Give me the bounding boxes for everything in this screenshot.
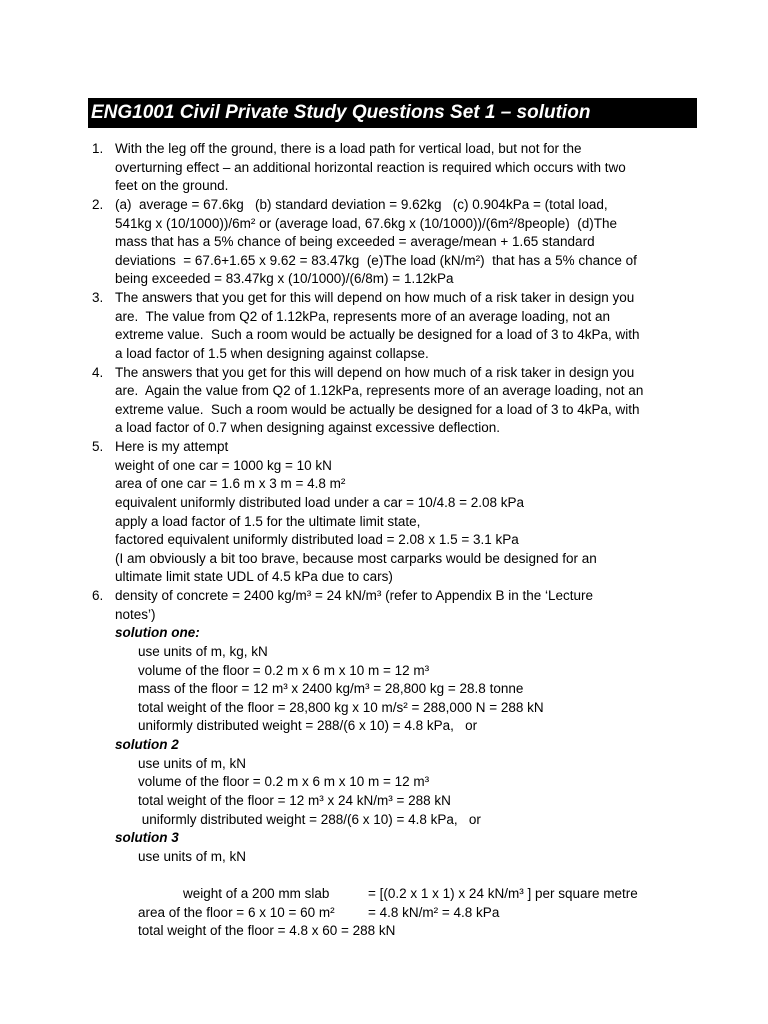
solution-line: use units of m, kN — [138, 848, 247, 864]
answer-line: are. The value from Q2 of 1.12kPa, represents more of an average loading, not an — [115, 308, 611, 324]
solution-heading: solution one: — [115, 625, 200, 641]
solution-block-2 — [115, 736, 712, 829]
answer-line: The answers that you get for this will depend on how much of a risk taker in design you — [115, 290, 635, 305]
answer-line: ultimate limit state UDL of 4.5 kPa due to cars) — [115, 569, 393, 585]
answer-body — [115, 364, 712, 439]
answer-line: Here is my attempt — [115, 439, 229, 454]
item-number: 5. — [92, 439, 104, 454]
answer-body — [115, 140, 712, 196]
title-bar — [88, 98, 697, 128]
solution-line: volume of the floor = 0.2 m x 6 m x 10 m = 12 m³ — [138, 662, 430, 678]
answer-line: are. Again the value from Q2 of 1.12kPa, represents more of an average loading, not an — [115, 383, 644, 399]
solution-block-1 — [115, 624, 712, 736]
answer-line: weight of one car = 1000 kg = 10 kN — [115, 457, 332, 473]
item-number: 2. — [92, 196, 104, 212]
answer-line: notes’) — [115, 606, 156, 622]
solution-aligned-line — [138, 866, 712, 902]
answer-line: deviations = 67.6+1.65 x 9.62 = 83.47kg (e)The load (kN/m²) that has a 5% chance of — [115, 252, 637, 268]
solution-steps — [115, 643, 712, 736]
answer-list — [92, 140, 712, 941]
solution-line: use units of m, kg, kN — [138, 643, 268, 659]
answer-line: factored equivalent uniformly distributed load = 2.08 x 1.5 = 3.1 kPa — [115, 532, 519, 548]
answer-line: equivalent uniformly distributed load under a car = 10/4.8 = 2.08 kPa — [115, 494, 525, 510]
answer-line: feet on the ground. — [115, 178, 229, 194]
answer-line: extreme value. Such a room would be actually be designed for a load of 3 to 4kPa, with — [115, 327, 640, 343]
answer-line: a load factor of 1.5 when designing against collapse. — [115, 345, 429, 361]
page-title: ENG1001 Civil Private Study Questions Set 1 – solution — [91, 102, 591, 123]
solution-line: total weight of the floor = 4.8 x 60 = 288 kN — [138, 923, 396, 939]
answer-line: a load factor of 0.7 when designing against excessive deflection. — [115, 420, 500, 436]
solution-line-value: = 4.8 kN/m² = 4.8 kPa — [368, 904, 500, 920]
solution-line-label: weight of a 200 mm slab — [183, 886, 330, 902]
answer-line: density of concrete = 2400 kg/m³ = 24 kN/m³ (refer to Appendix B in the ‘Lecture — [115, 588, 593, 603]
solution-line: use units of m, kN — [138, 755, 247, 771]
answer-line: The answers that you get for this will depend on how much of a risk taker in design you — [115, 364, 635, 380]
solution-line: total weight of the floor = 28,800 kg x 10 m/s² = 288,000 N = 288 kN — [138, 699, 544, 715]
answer-line: (a) average = 67.6kg (b) standard deviation = 9.62kg (c) 0.904kPa = (total load, — [115, 196, 608, 212]
answer-body — [115, 438, 712, 587]
answer-body — [115, 196, 712, 289]
answer-item-3 — [92, 289, 712, 364]
solution-heading: solution 3 — [115, 830, 179, 846]
answer-item-6 — [92, 587, 712, 941]
answer-line: apply a load factor of 1.5 for the ultimate limit state, — [115, 513, 421, 529]
answer-body — [115, 289, 712, 364]
answer-line: overturning effect – an additional horizontal reaction is required which occurs with two — [115, 159, 626, 175]
item-number: 3. — [92, 290, 104, 305]
solution-line: uniformly distributed weight = 288/(6 x 10) = 4.8 kPa, or — [138, 811, 481, 827]
answer-line: being exceeded = 83.47kg x (10/1000)/(6/8m) = 1.12kPa — [115, 271, 454, 287]
solution-line: uniformly distributed weight = 288/(6 x 10) = 4.8 kPa, or — [138, 718, 478, 734]
solution-line: total weight of the floor = 12 m³ x 24 kN/m³ = 288 kN — [138, 792, 451, 808]
item-number: 4. — [92, 364, 104, 380]
answer-line: 541kg x (10/1000))/6m² or (average load, 67.6kg x (10/1000))/(6m²/8people) (d)The — [115, 215, 618, 231]
answer-item-4 — [92, 364, 712, 439]
answer-item-2 — [92, 196, 712, 289]
answer-line: (I am obviously a bit too brave, because most carparks would be designed for an — [115, 550, 597, 566]
item-number: 1. — [92, 141, 104, 156]
solution-line: area of the floor = 6 x 10 = 60 m² — [138, 904, 335, 920]
answer-line: With the leg off the ground, there is a load path for vertical load, but not for the — [115, 141, 582, 156]
solution-block-3 — [115, 829, 712, 941]
answer-body — [115, 587, 712, 941]
solution-steps — [115, 848, 712, 941]
answer-item-5 — [92, 438, 712, 587]
solution-line: mass of the floor = 12 m³ x 2400 kg/m³ = 28,800 kg = 28.8 tonne — [138, 681, 524, 697]
solution-steps — [115, 755, 712, 830]
answer-item-1 — [92, 140, 712, 196]
item-number: 6. — [92, 588, 104, 603]
answer-line: area of one car = 1.6 m x 3 m = 4.8 m² — [115, 476, 346, 492]
answer-line: extreme value. Such a room would be actually be designed for a load of 3 to 4kPa, with — [115, 401, 640, 417]
solution-line-value: = [(0.2 x 1 x 1) x 24 kN/m³ ] per square metre — [368, 886, 638, 902]
solution-line: volume of the floor = 0.2 m x 6 m x 10 m = 12 m³ — [138, 774, 430, 790]
solution-heading: solution 2 — [115, 737, 179, 752]
answer-line: mass that has a 5% chance of being exceeded = average/mean + 1.65 standard — [115, 234, 595, 250]
